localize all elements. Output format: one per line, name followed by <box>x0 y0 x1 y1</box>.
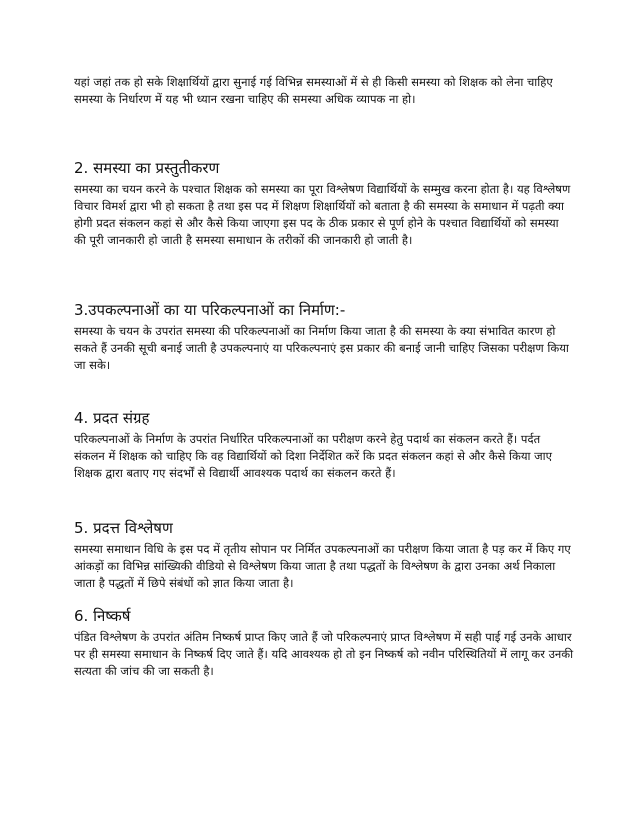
section-5 <box>74 518 574 592</box>
intro-paragraph: यहां जहां तक हो सके शिक्षार्थियों द्वारा सुनाई गई विभिन्न समस्याओं में से ही किसी समस्या को शिक्षक को लेना चाहिए समस्या के निर्धारण में यह भी ध्यान रखना चाहिए की समस्या अधिक व्यापक ना हो। <box>74 75 553 106</box>
section-body: समस्या के चयन के उपरांत समस्या की परिकल्पनाओं का निर्माण किया जाता है की समस्या के क्या संभावित कारण हो सकते हैं उनकी सूची बनाई जाती है उपकल्पनाएं या परिकल्पनाएं इस प्रकार की बनाई जानी चाहिए जिसका परीक्षण किया जा सके। <box>74 324 569 372</box>
section-heading: 3.उपकल्पनाओं का या परिकल्पनाओं का निर्माण:- <box>74 301 346 319</box>
section-body: परिकल्पनाओं के निर्माण के उपरांत निर्धारित परिकल्पनाओं का परीक्षण करने हेतु पदार्थ का संकलन करते हैं। पर्दत संकलन में शिक्षक को चाहिए कि वह विद्यार्थियों को दिशा निर्देशित करें कि प्रदत संकलन कहां से और कैसे किया जाए शिक्षक द्वारा बताए गए संदर्भों से विद्यार्थी आवश्यक पदार्थ का संकलन करते हैं। <box>74 432 553 480</box>
section-body: समस्या का चयन करने के पश्चात शिक्षक को समस्या का पूरा विश्लेषण विद्यार्थियों के सम्मुख करना होता है। यह विश्लेषण विचार विमर्श द्वारा भी हो सकता है तथा इस पद में शिक्षण शिक्षार्थियों को बताता है की समस्या के समाधान में पढ़ती क्या होगी प्रदत संकलन कहां से और कैसे किया जाएगा इस पद के ठीक प्रकार से पूर्ण होने के पश्चात विद्यार्थियों को समस्या की पूरी जानकारी हो जाती है समस्या समाधान के तरीकों की जानकारी हो जाती है। <box>74 182 571 247</box>
section-2 <box>74 158 574 249</box>
section-3 <box>74 300 574 374</box>
intro-block <box>74 74 574 108</box>
section-4 <box>74 408 574 482</box>
section-heading: 5. प्रदत्त विश्लेषण <box>74 519 173 537</box>
section-heading: 4. प्रदत संग्रह <box>74 409 150 427</box>
section-heading: 2. समस्या का प्रस्तुतीकरण <box>74 159 220 177</box>
section-heading: 6. निष्कर्ष <box>74 607 131 625</box>
section-6 <box>74 606 574 680</box>
section-body: पंडित विश्लेषण के उपरांत अंतिम निष्कर्ष प्राप्त किए जाते हैं जो परिकल्पनाएं प्राप्त विश्लेषण में सही पाई गई उनके आधार पर ही समस्या समाधान के निष्कर्ष दिए जाते हैं। यदि आवश्यक हो तो इन निष्कर्ष को नवीन परिस्थितियों में लागू कर उनकी सत्यता की जांच की जा सकती है। <box>74 630 574 678</box>
section-body: समस्या समाधान विधि के इस पद में तृतीय सोपान पर निर्मित उपकल्पनाओं का परीक्षण किया जाता है पड़ कर में किए गए आंकड़ों का विभिन्न सांख्यिकी वीडियो से विश्लेषण किया जाता है तथा पद्धतों के विश्लेषण के द्वारा उनका अर्थ निकाला जाता है पद्धतों में छिपे संबंधों को ज्ञात किया जाता है। <box>74 542 571 590</box>
